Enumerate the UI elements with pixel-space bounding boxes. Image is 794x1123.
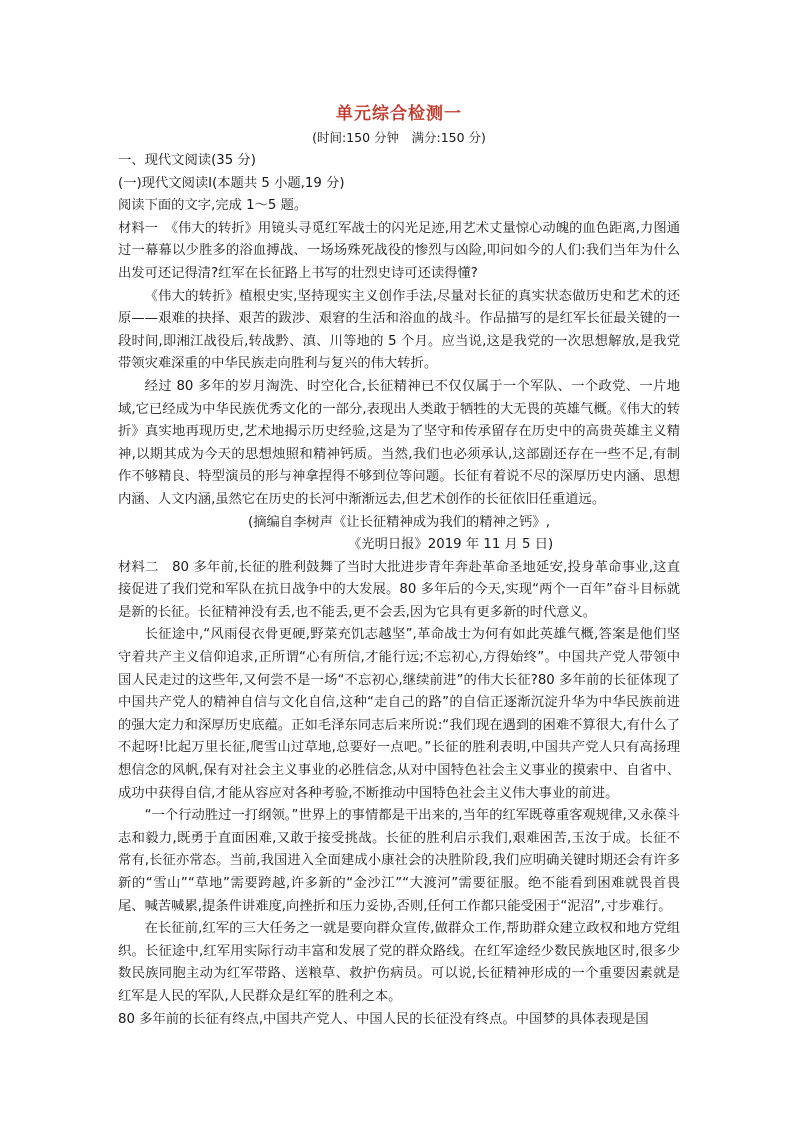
part-heading: (一)现代文阅读Ⅰ(本题共 5 小题,19 分) xyxy=(118,175,345,191)
section-heading: 一、现代文阅读(35 分) xyxy=(118,153,256,168)
material2-paragraph-5: 80 多年前的长征有终点,中国共产党人、中国人民的长征没有终点。中国梦的具体表现是国 xyxy=(118,1011,649,1027)
instruction: 阅读下面的文字,完成 1～5 题。 xyxy=(118,198,308,214)
exam-time-info: (时间:150 分钟 满分:150 分) xyxy=(312,130,486,145)
material1-paragraph-2: 《伟大的转折》植根史实,坚持现实主义创作手法,尽量对长征的真实状态做历史和艺术的还原——艰难的抉择、艰苦的跋涉、艰窘的生活和浴血的战斗。作品描写的是红军长征最关键的一段时间,即湘江战役后,转战黔、滇、川等地的 5 个月。应当说,这是我党的一次思想解放,是我党带领灾难深重的中华民族走向胜利与复兴的伟大转折。 xyxy=(118,288,680,372)
material1-paragraph-1: 材料一 《伟大的转折》用镜头寻觅红军战士的闪光足迹,用艺术丈量惊心动魄的血色距离,力图通过一幕幕以少胜多的浴血搏战、一场场殊死战役的惨烈与凶险,叩问如今的人们:我们当年为什么出发可还记得清?红军在长征路上书写的壮烈史诗可还读得懂? xyxy=(118,220,680,281)
page-title: 单元综合检测一 xyxy=(336,104,462,124)
material2-paragraph-1: 材料二 80 多年前,长征的胜利鼓舞了当时大批进步青年奔赴革命圣地延安,投身革命事业,这直接促进了我们党和军队在抗日战争中的大发展。80 多年后的今天,实现“两个一百年”奋斗目标就是新的长征。长征精神没有丢,也不能丢,更不会丢,因为它具有更多新的时代意义。 xyxy=(118,559,680,620)
material2-paragraph-3: “一个行动胜过一打纲领。”世界上的事情都是干出来的,当年的红军既尊重客观规律,又永葆斗志和毅力,既勇于直面困难,又敢于接受挑战。长征的胜利启示我们,艰难困苦,玉汝于成。长征不常有,长征亦常态。当前,我国进入全面建成小康社会的决胜阶段,我们应明确关键时期还会有许多新的“雪山”“草地”需要跨越,许多新的“金沙江”“大渡河”需要征服。绝不能看到困难就畏首畏尾、喊苦喊累,提条件讲难度,向挫折和压力妥协,否则,任何工作都只能受困于“泥沼”,寸步难行。 xyxy=(118,808,680,914)
material1-source-line-1: (摘编自李树声《让长征精神成为我们的精神之钙》, xyxy=(248,514,550,530)
document-body xyxy=(118,102,680,1031)
material1-paragraph-3: 经过 80 多年的岁月淘洗、时空化合,长征精神已不仅仅属于一个军队、一个政党、一片地域,它已经成为中华民族优秀文化的一部分,表现出人类敢于牺牲的大无畏的英雄气概。《伟大的转折》真实地再现历史,艺术地揭示历史经验,这是为了坚守和传承留存在历史中的高贵英雄主义精神,以期其成为今天的思想烛照和精神钙质。当然,我们也必须承认,这部剧还存在一些不足,有制作不够精良、特型演员的形与神拿捏得不够到位等问题。长征有着说不尽的深厚历史内涵、思想内涵、人文内涵,虽然它在历史的长河中渐渐远去,但艺术创作的长征依旧任重道远。 xyxy=(118,378,680,507)
material1-source-line-2: 《光明日报》2019 年 11 月 5 日) xyxy=(348,537,554,553)
material2-paragraph-4: 在长征前,红军的三大任务之一就是要向群众宣传,做群众工作,帮助群众建立政权和地方党组织。长征途中,红军用实际行动丰富和发展了党的群众路线。在红军途经少数民族地区时,很多少数民族同胞主动为红军带路、送粮草、救护伤病员。可以说,长征精神形成的一个重要因素就是红军是人民的军队,人民群众是红军的胜利之本。 xyxy=(118,921,680,1004)
material2-paragraph-2: 长征途中,“风雨侵衣骨更硬,野菜充饥志越坚”,革命战士为何有如此英雄气概,答案是他们坚守着共产主义信仰追求,正所谓“心有所信,才能行远;不忘初心,方得始终”。中国共产党人带领中国人民走过的这些年,又何尝不是一场“不忘初心,继续前进”的伟大长征?80 多年前的长征体现了中国共产党人的精神自信与文化自信,这种“走自己的路”的自信正逐渐沉淀升华为中华民族前进的强大定力和深厚历史底蕴。正如毛泽东同志后来所说:“我们现在遇到的困难不算很大,有什么了不起呀!比起万里长征,爬雪山过草地,总要好一点吧。”长征的胜利表明,中国共产党人只有高扬理想信念的风帆,保有对社会主义事业的必胜信念,从对中国特色社会主义事业的摸索中、自省中、成功中获得自信,才能从容应对各种考验,不断推动中国特色社会主义伟大事业的前进。 xyxy=(118,627,680,801)
